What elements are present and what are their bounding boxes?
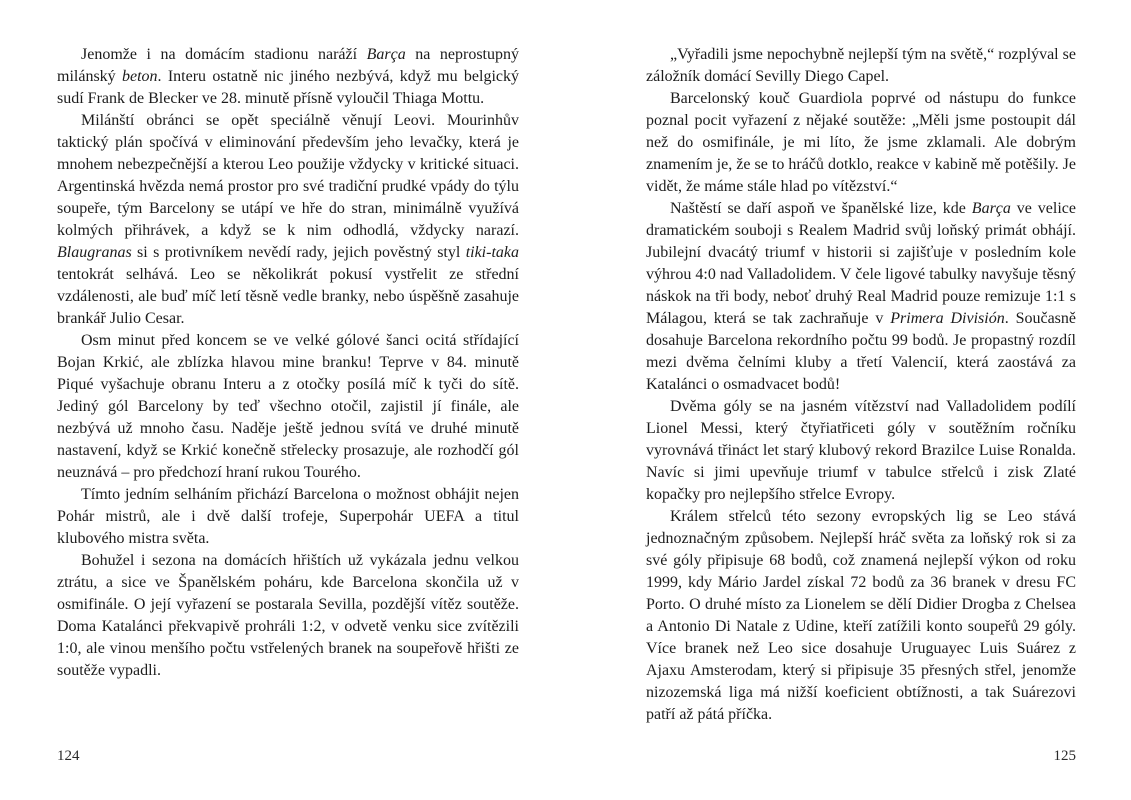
text-run: Naštěstí se daří aspoň ve španělské lize, kde [670, 200, 972, 217]
italic-text-run: Primera División [890, 310, 1005, 327]
paragraph [57, 330, 519, 484]
italic-text-run: Barça [971, 200, 1011, 217]
right-page-text [646, 44, 1076, 726]
italic-text-run: Blaugranas [57, 244, 132, 261]
text-run: . Současně dosahuje Barcelona rekordního počtu 99 bodů. Je propastný rozdíl mezi dvěma čelními kluby a třetí Valencií, která zaostává za Katalánci o osmadvacet bodů! [646, 310, 1076, 393]
page-number-right: 125 [1053, 748, 1076, 764]
italic-text-run: tiki-taka [465, 244, 519, 261]
text-run: Osm minut před koncem se ve velké gólové šanci ocitá střídající Bojan Krkić, ale zblízka hlavou mine branku! Teprve v 84. minutě Piqué vyšachuje obranu Interu a z otočky posílá míč k tyči do sítě. Jediný gól Barcelony by teď všechno otočil, zajistil jí finále, ale nezbývá už mnoho času. Naděje ještě jednou svítá ve druhé minutě nastavení, když se Krkić konečně střelecky prosazuje, ale rozhodčí gól neuznává – pro předchozí hraní rukou Tourého. [57, 332, 519, 481]
text-run: . Interu ostatně nic jiného nezbývá, když mu belgický sudí Frank de Blecker ve 28. minutě přísně vyloučil Thiaga Mottu. [57, 68, 519, 107]
italic-text-run: beton [121, 68, 158, 85]
text-run: Tímto jedním selháním přichází Barcelona o možnost obhájit nejen Pohár mistrů, ale i dvě další trofeje, Superpohár UEFA a titul klubového mistra světa. [57, 486, 519, 547]
left-page-text [57, 44, 519, 682]
paragraph [57, 550, 519, 682]
text-run: Dvěma góly se na jasném vítězství nad Valladolidem podílí Lionel Messi, který čtyřiatřiceti góly v soutěžním ročníku vyrovnává třináct let starý klubový rekord Brazilce Luise Ronalda. Navíc si jimi upevňuje triumf v tabulce střelců i zisk Zlaté kopačky pro nejlepšího střelce Evropy. [646, 398, 1076, 503]
text-run: tentokrát selhává. Leo se několikrát pokusí vystřelit ze střední vzdálenosti, ale buď míč letí těsně vedle branky, nebo úspěšně zasahuje brankář Julio Cesar. [57, 266, 519, 327]
text-run: „Vyřadili jsme nepochybně nejlepší tým na světě,“ rozplýval se záložník domácí Sevilly Diego Capel. [646, 46, 1076, 85]
text-run: Barcelonský kouč Guardiola poprvé od nástupu do funkce poznal pocit vyřazení z nějaké soutěže: „Měli jsme postoupit dál než do osmifinále, je mi líto, že jsme zklamali. Ale dobrým znamením je, že se to hráčů dotklo, reakce v kabině mě potěšily. Je vidět, že máme stále hlad po vítězství.“ [646, 90, 1076, 195]
text-run: Milánští obránci se opět speciálně věnují Leovi. Mourinhův taktický plán spočívá v eliminování především jeho levačky, která je mnohem nebezpečnější a kterou Leo použije vždycky v kritické situaci. Argentinská hvězda nemá prostor pro své tradiční prudké vpády do týlu soupeře, tým Barcelony se utápí ve hře do stran, minimálně využívá kolmých přihrávek, a když se k nim odhodlá, vždycky narazí. [57, 112, 519, 239]
paragraph [57, 44, 519, 110]
text-run: na neprostupný milánský [57, 46, 520, 85]
page-number-left: 124 [57, 748, 80, 764]
paragraph [646, 88, 1076, 198]
paragraph [646, 198, 1076, 396]
text-run: ve velice dramatickém souboji s Realem Madrid svůj loňský primát obhájí. Jubilejní dvacátý triumf v historii si zajišťuje v posledním kole výhrou 4:0 nad Valladolidem. V čele ligové tabulky navyšuje těsný náskok na tři body, neboť druhý Real Madrid pouze remizuje 1:1 s Málagou, která se tak zachraňuje v [646, 200, 1077, 327]
italic-text-run: Barça [366, 46, 406, 63]
paragraph [57, 484, 519, 550]
text-run: Bohužel i sezona na domácích hřištích už vykázala jednu velkou ztrátu, a sice ve Španělském poháru, kde Barcelona skončila už v osmifinále. O její vyřazení se postarala Sevilla, pozdější vítěz soutěže. Doma Katalánci překvapivě prohráli 1:2, v odvetě venku sice zvítězili 1:0, ale vinou menšího počtu vstřelených branek na soupeřově hřišti ze soutěže vypadli. [57, 552, 519, 679]
paragraph [646, 44, 1076, 88]
paragraph [646, 506, 1076, 726]
text-run: Králem střelců této sezony evropských lig se Leo stává jednoznačným způsobem. Nejlepší hráč světa za loňský rok si za své góly připisuje 68 bodů, což znamená nejlepší výkon od roku 1999, kdy Mário Jardel získal 72 bodů za 36 branek v dresu FC Porto. O druhé místo za Lionelem se dělí Didier Drogba z Chelsea a Antonio Di Natale z Udine, kteří zatížili konto soupeřů 29 góly. Více branek než Leo sice dosahuje Uruguayec Luis Suárez z Ajaxu Amsterodam, který si připisuje 35 přesných střel, jenomže nizozemská liga má nižší koeficient obtížnosti, a tak Suárezovi patří až pátá příčka. [646, 508, 1076, 723]
paragraph [57, 110, 519, 330]
text-run: Jenomže i na domácím stadionu naráží [81, 46, 367, 63]
paragraph [646, 396, 1076, 506]
text-run: si s protivníkem nevědí rady, jejich pověstný styl [131, 244, 466, 261]
